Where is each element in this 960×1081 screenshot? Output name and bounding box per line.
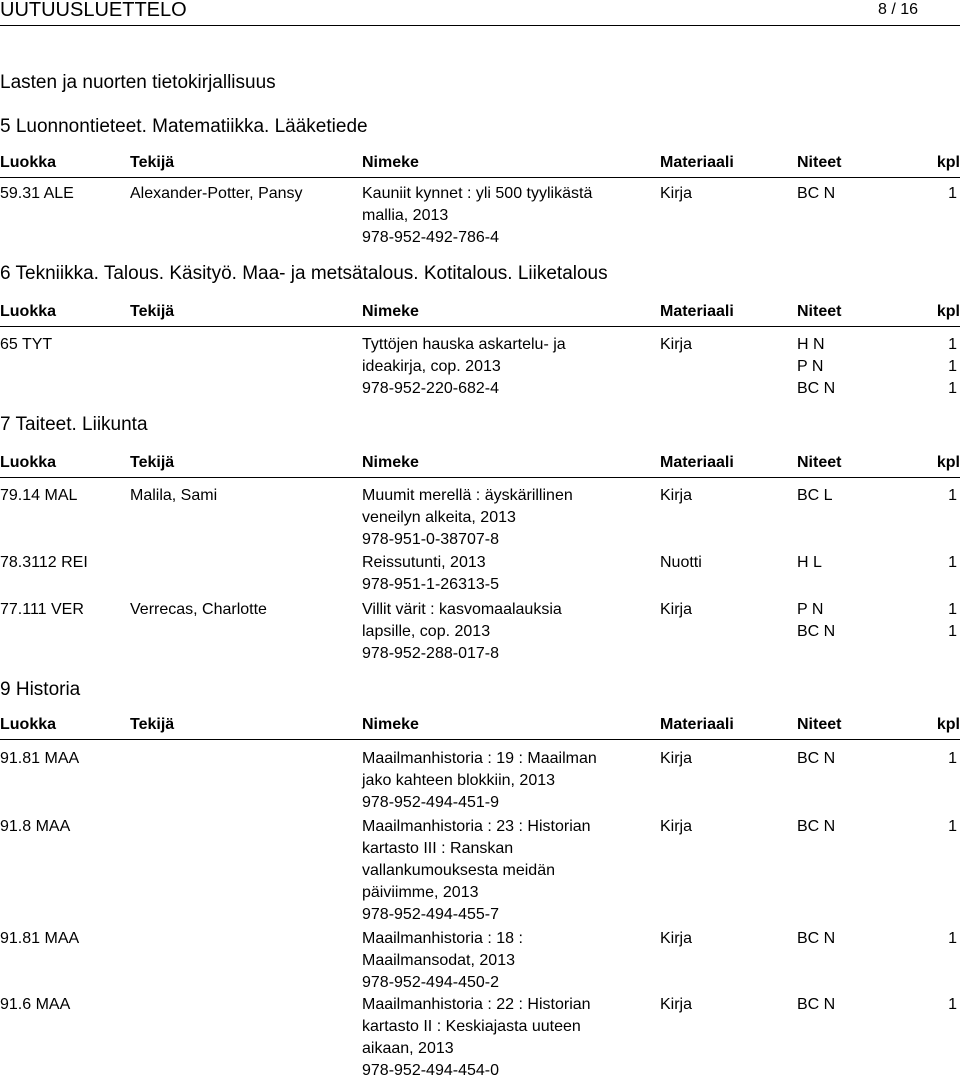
entry-title-line: vallankumouksesta meidän	[362, 862, 555, 879]
entry-material: Kirja	[660, 487, 693, 504]
entry-material: Kirja	[660, 930, 693, 947]
entry-material: Kirja	[660, 185, 693, 202]
entry-title-line: Reissutunti, 2013	[362, 554, 486, 571]
entry-title-line: Maailmanhistoria : 23 : Historian	[362, 818, 591, 835]
entry-copies-location: BC N	[797, 818, 836, 835]
section-title: 5 Luonnontieteet. Matematiikka. Lääketiede	[0, 116, 368, 137]
column-header-tekija: Tekijä	[130, 303, 175, 320]
entry-title-line: Maailmanhistoria : 19 : Maailman	[362, 750, 597, 767]
entry-copy-count: 1	[948, 358, 957, 375]
entry-title-line: päiviimme, 2013	[362, 884, 479, 901]
entry-copies-location: BC L	[797, 487, 833, 504]
entry-title-line: 978-951-1-26313-5	[362, 576, 499, 593]
entry-copies-location: BC N	[797, 380, 836, 397]
section-title: 6 Tekniikka. Talous. Käsityö. Maa- ja metsätalous. Kotitalous. Liiketalous	[0, 263, 608, 284]
entry-title-line: 978-952-220-682-4	[362, 380, 499, 397]
entry-material: Kirja	[660, 601, 693, 618]
section-title: 9 Historia	[0, 679, 81, 700]
document-title: UUTUUSLUETTELO	[0, 0, 187, 21]
entry-copies-location: H N	[797, 336, 825, 353]
entry-title-line: 978-952-494-455-7	[362, 906, 499, 923]
column-header-tekija: Tekijä	[130, 716, 175, 733]
entry-copy-count: 1	[948, 996, 957, 1013]
entry-title-line: 978-952-494-451-9	[362, 794, 499, 811]
entry-copies-location: H L	[797, 554, 822, 571]
column-header-tekija: Tekijä	[130, 454, 175, 471]
entry-title-line: aikaan, 2013	[362, 1040, 454, 1057]
column-header-kpl: kpl	[936, 154, 960, 171]
entry-title-line: Tyttöjen hauska askartelu- ja	[362, 336, 566, 353]
entry-classification: 91.6 MAA	[0, 996, 71, 1013]
column-header-luokka: Luokka	[0, 303, 57, 320]
entry-title-line: kartasto II : Keskiajasta uuteen	[362, 1018, 581, 1035]
entry-material: Nuotti	[660, 554, 702, 571]
entry-copy-count: 1	[948, 818, 957, 835]
entry-copy-count: 1	[948, 336, 957, 353]
column-header-materiaali: Materiaali	[660, 154, 734, 171]
page-number: 8 / 16	[877, 1, 918, 18]
section-title: 7 Taiteet. Liikunta	[0, 414, 148, 435]
entry-title-line: mallia, 2013	[362, 207, 449, 224]
entry-copy-count: 1	[948, 601, 957, 618]
column-header-kpl: kpl	[936, 454, 960, 471]
entry-material: Kirja	[660, 336, 693, 353]
column-header-luokka: Luokka	[0, 154, 57, 171]
entry-classification: 59.31 ALE	[0, 185, 74, 202]
entry-title-line: Maailmansodat, 2013	[362, 952, 515, 969]
entry-copy-count: 1	[948, 487, 957, 504]
column-header-nimeke: Nimeke	[362, 716, 419, 733]
main-heading: Lasten ja nuorten tietokirjallisuus	[0, 72, 276, 93]
entry-copy-count: 1	[948, 380, 957, 397]
column-header-materiaali: Materiaali	[660, 716, 734, 733]
column-header-nimeke: Nimeke	[362, 454, 419, 471]
entry-classification: 77.111 VER	[0, 601, 84, 618]
column-header-kpl: kpl	[936, 716, 960, 733]
header-rule	[0, 25, 960, 26]
entry-title-line: Villit värit : kasvomaalauksia	[362, 601, 562, 618]
entry-classification: 91.8 MAA	[0, 818, 71, 835]
entry-title-line: lapsille, cop. 2013	[362, 623, 491, 640]
entry-copies-location: BC N	[797, 930, 836, 947]
column-header-materiaali: Materiaali	[660, 454, 734, 471]
entry-title-line: 978-952-288-017-8	[362, 645, 499, 662]
column-header-niteet: Niteet	[797, 454, 842, 471]
entry-title-line: veneilyn alkeita, 2013	[362, 509, 516, 526]
entry-title-line: jako kahteen blokkiin, 2013	[362, 772, 556, 789]
entry-copy-count: 1	[948, 554, 957, 571]
column-header-luokka: Luokka	[0, 716, 57, 733]
column-header-niteet: Niteet	[797, 716, 842, 733]
column-header-luokka: Luokka	[0, 454, 57, 471]
column-header-tekija: Tekijä	[130, 154, 175, 171]
entry-title-line: kartasto III : Ranskan	[362, 840, 514, 857]
entry-copies-location: P N	[797, 358, 824, 375]
entry-material: Kirja	[660, 818, 693, 835]
entry-title-line: 978-951-0-38707-8	[362, 531, 499, 548]
entry-copies-location: BC N	[797, 750, 836, 767]
entry-classification: 91.81 MAA	[0, 930, 80, 947]
entry-material: Kirja	[660, 750, 693, 767]
entry-copies-location: P N	[797, 601, 824, 618]
column-header-materiaali: Materiaali	[660, 303, 734, 320]
entry-author: Malila, Sami	[130, 487, 218, 504]
column-header-nimeke: Nimeke	[362, 303, 419, 320]
entry-material: Kirja	[660, 996, 693, 1013]
entry-copies-location: BC N	[797, 623, 836, 640]
column-header-niteet: Niteet	[797, 303, 842, 320]
entry-title-line: 978-952-494-450-2	[362, 974, 499, 991]
entry-title-line: Muumit merellä : äyskärillinen	[362, 487, 573, 504]
table-header-rule	[0, 739, 960, 740]
entry-copy-count: 1	[948, 750, 957, 767]
entry-title-line: 978-952-492-786-4	[362, 229, 499, 246]
entry-copy-count: 1	[948, 185, 957, 202]
entry-copy-count: 1	[948, 623, 957, 640]
table-header-rule	[0, 326, 960, 327]
entry-title-line: 978-952-494-454-0	[362, 1062, 499, 1079]
column-header-nimeke: Nimeke	[362, 154, 419, 171]
column-header-niteet: Niteet	[797, 154, 842, 171]
entry-title-line: Maailmanhistoria : 18 :	[362, 930, 523, 947]
entry-classification: 91.81 MAA	[0, 750, 80, 767]
entry-title-line: ideakirja, cop. 2013	[362, 358, 501, 375]
entry-title-line: Kauniit kynnet : yli 500 tyylikästä	[362, 185, 593, 202]
entry-author: Alexander-Potter, Pansy	[130, 185, 303, 202]
table-header-rule	[0, 177, 960, 178]
entry-copies-location: BC N	[797, 996, 836, 1013]
entry-author: Verrecas, Charlotte	[130, 601, 267, 618]
entry-classification: 78.3112 REI	[0, 554, 88, 571]
table-header-rule	[0, 477, 960, 478]
entry-classification: 65 TYT	[0, 336, 53, 353]
column-header-kpl: kpl	[936, 303, 960, 320]
entry-copy-count: 1	[948, 930, 957, 947]
entry-classification: 79.14 MAL	[0, 487, 78, 504]
entry-title-line: Maailmanhistoria : 22 : Historian	[362, 996, 591, 1013]
entry-copies-location: BC N	[797, 185, 836, 202]
